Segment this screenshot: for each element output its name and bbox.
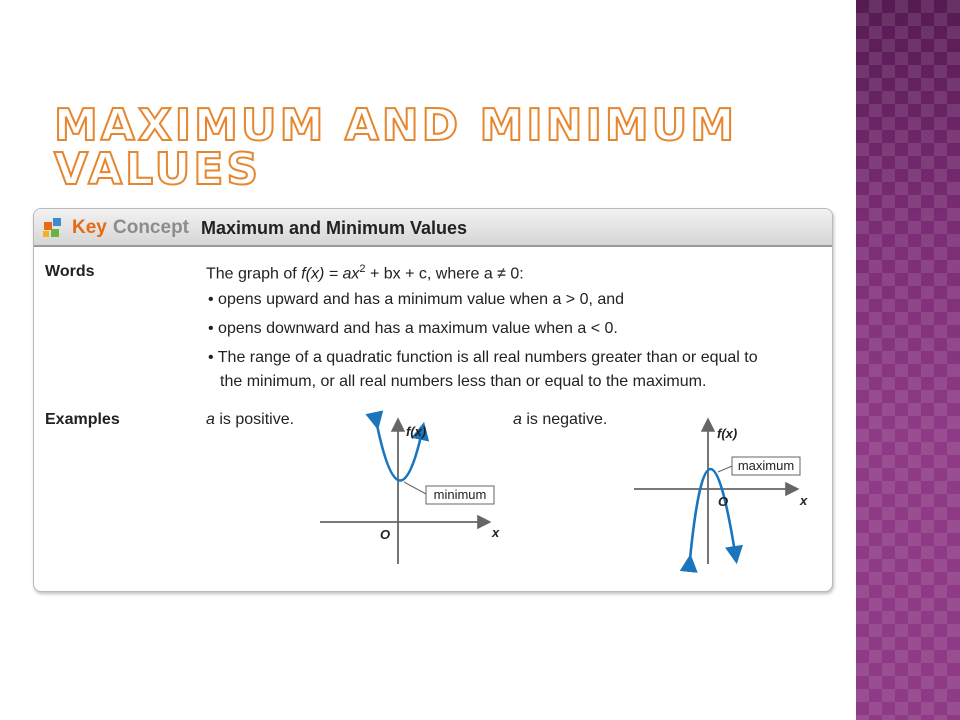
origin-label: O: [380, 527, 391, 542]
bullet-item: • The range of a quadratic function is all real numbers greater than or equal to: [208, 349, 758, 366]
panel-title: Maximum and Minimum Values: [201, 218, 468, 238]
positive-caption: a is positive.: [206, 411, 295, 428]
downward-parabola-graph: [626, 409, 831, 574]
intro-exponent: 2: [359, 263, 366, 275]
parabola-curve: [690, 469, 736, 559]
bullet-item: • opens upward and has a minimum value when a > 0, and: [208, 291, 625, 308]
minimum-label: minimum: [433, 487, 487, 502]
key-concept-logo-icon: [42, 216, 66, 240]
maximum-label: maximum: [737, 458, 795, 473]
origin-label: O: [718, 494, 729, 509]
intro-middle: + bx + c: [365, 265, 427, 283]
intro-prefix: The graph of: [206, 265, 302, 283]
y-axis-label: f(x): [406, 424, 427, 439]
examples-label: Examples: [45, 411, 120, 428]
panel-header: [34, 209, 832, 247]
x-axis-label: x: [800, 493, 808, 508]
key-concept-concept-word: Concept: [113, 217, 189, 238]
intro-function: f(x) = ax: [301, 265, 360, 283]
bullet-item: • opens downward and has a maximum value when a < 0.: [208, 320, 618, 337]
upward-parabola-graph: [314, 409, 514, 574]
x-axis-label: x: [492, 525, 500, 540]
callout-leader: [404, 482, 426, 494]
words-label: Words: [45, 263, 95, 280]
callout-leader: [718, 466, 732, 472]
y-axis-label: f(x): [717, 426, 738, 441]
negative-caption: a is negative.: [513, 411, 608, 428]
words-intro: [206, 263, 524, 283]
slide-title: MAXIMUM AND MINIMUM VALUES: [54, 100, 738, 195]
key-concept-key-word: Key: [72, 217, 107, 238]
intro-suffix: , where a ≠ 0:: [426, 265, 524, 283]
bullet-continuation: the minimum, or all real numbers less than or equal to the maximum.: [220, 373, 707, 390]
key-concept-panel: [33, 208, 833, 592]
